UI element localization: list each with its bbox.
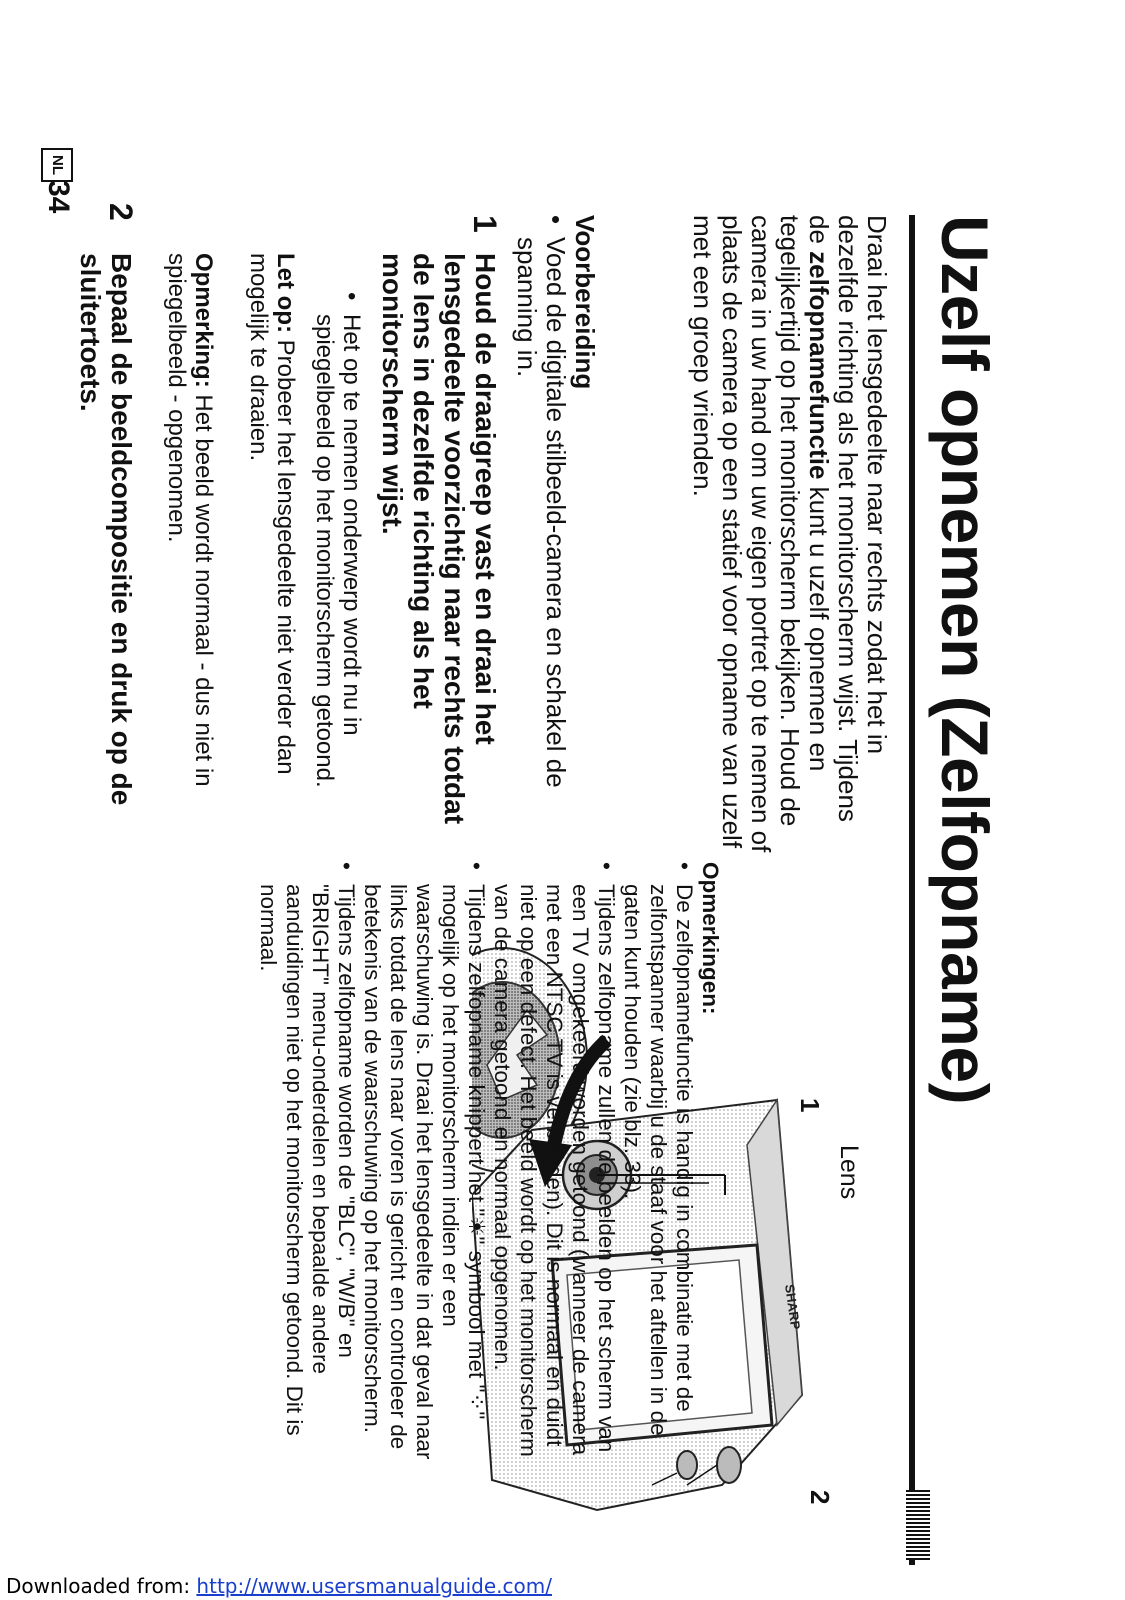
- page-number: 34: [42, 180, 75, 214]
- let-op-label: Let op:: [272, 253, 299, 333]
- opmerking-note: [163, 148, 217, 853]
- intro-paragraph: [688, 215, 891, 855]
- title-rule-hatch: [906, 1490, 930, 1560]
- callout-2: 2: [805, 1490, 835, 1505]
- step-2-number: 2: [103, 203, 139, 221]
- footer-prefix: Downloaded from:: [6, 1574, 197, 1598]
- notes-item: • Tijdens zelfopname zullen de beelden op het scherm van een TV omgekeerd worden getoond (wanneer de camera met een NTSC TV is verbonden). Dit is normaal en duidt niet op een defect. Het beeld wordt op het monitorscherm van de camera getoond en normaal opgenomen.: [489, 862, 619, 1462]
- title-rule: [909, 215, 915, 1565]
- step-1-number: 1: [467, 215, 503, 233]
- notes-item: • De zelfopnamefunctie is handig in combinatie met de zelfontspanner waarbij u de staaf voor het aftellen in de gaten kunt houden (zie blz. 33).: [619, 862, 697, 1462]
- step-1-text: Houd de draaigreep vast en draai het lensgedeelte voorzichtig naar rechts totdat de lens in dezelfde richting als het monitorscherm wijst.: [377, 253, 501, 825]
- notes-item: • Tijdens zelfopname knippert het "☀" symbool met "⁘" mogelijk op het monitorscherm indien er een waarschuwing is. Draai het lensgedeelte in dat geval naar links totdat de lens naar voren is gericht en controleer de betekenis van de waarschuwing op het monitorscherm.: [359, 862, 489, 1462]
- let-op-text: Probeer het lensgedeelte niet verder dan mogelijk te draaien.: [245, 253, 299, 775]
- notes-heading: Opmerkingen:: [698, 862, 723, 1015]
- step-2-text: Bepaal de beeldcompositie en druk op de sluitertoets.: [75, 253, 137, 806]
- download-footer: [6, 1574, 552, 1598]
- intro-text-end: kunt u uzelf opnemen en tegelijkertijd op het monitorscherm bekijken. Houd de camera in uw hand om uw eigen portret op te nemen of plaats de camera op een statief voor opname van uzelf met een groep vrienden.: [688, 215, 834, 853]
- preparation-heading: Voorbereiding: [570, 215, 600, 390]
- let-op-note: [245, 253, 299, 853]
- preparation-list: [512, 215, 570, 855]
- intro-text-start: Draai het lensgedeelte naar rechts zodat het in dezelfde richting als het monitorscherm wijst. Tijdens de: [804, 215, 892, 822]
- page-title: Uzelf opnemen (Zelfopname): [928, 215, 1002, 1105]
- language-badge: NL: [41, 148, 73, 182]
- callout-1: 1: [795, 1098, 825, 1113]
- preparation-bullet: • Voed de digitale stilbeeld-camera en schakel de spanning in.: [512, 215, 570, 855]
- brand-logo: SHARP: [782, 1283, 804, 1331]
- footer-link[interactable]: http://www.usersmanualguide.com/: [196, 1574, 552, 1598]
- intro-bold-term: zelfopnamefunctie: [804, 251, 834, 480]
- opmerking-label: Opmerking:: [190, 253, 217, 388]
- step-1-bullets: [311, 292, 365, 852]
- step-1-bullet: • Het op te nemen onderwerp wordt nu in spiegelbeeld op het monitorscherm getoond.: [311, 292, 365, 852]
- notes-item: • Tijdens zelfopname worden de "BLC", "W/B" en "BRIGHT" menu-onderdelen en bepaalde andere aanduidingen niet op het monitorscherm getoond. Dit is normaal.: [255, 862, 359, 1462]
- opmerking-text: Het beeld wordt normaal - dus niet in spiegelbeeld - opgenomen.: [163, 253, 217, 787]
- notes-list: [255, 862, 697, 1462]
- lens-label: Lens: [835, 1145, 863, 1200]
